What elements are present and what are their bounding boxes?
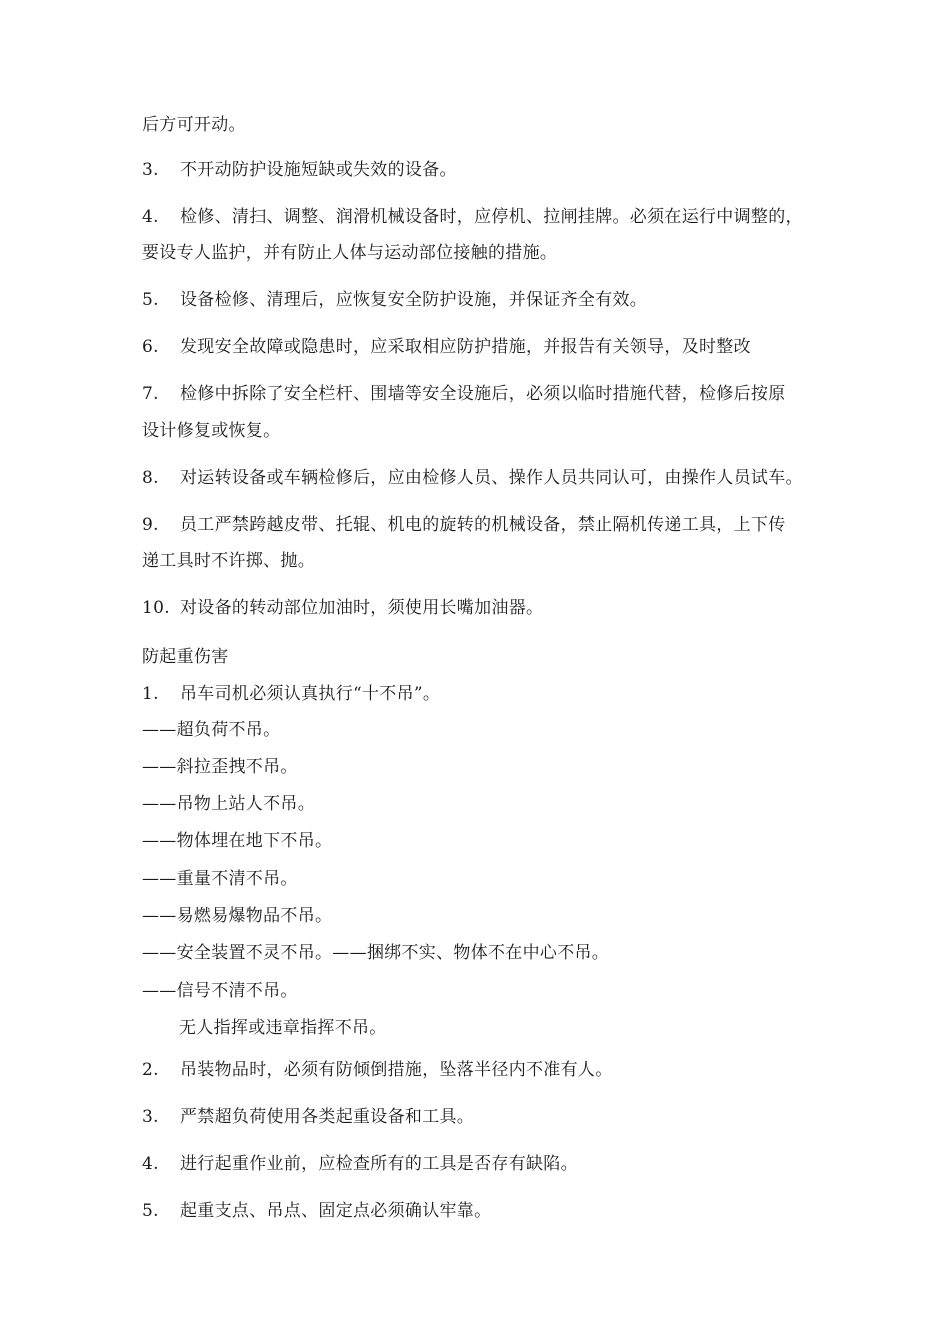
continuation-text: 后方可开动。: [142, 115, 246, 135]
item-number: 10.: [142, 598, 170, 618]
item-text: 设备检修、清理后，应恢复安全防护设施，并保证齐全有效。: [180, 290, 648, 310]
item-text: 吊装物品时，必须有防倾倒措施，坠落半径内不准有人。: [180, 1060, 613, 1080]
item-number: 5.: [142, 290, 159, 310]
item-number: 7.: [142, 384, 159, 404]
rule-line: ——安全装置不灵不吊。——捆绑不实、物体不在中心不吊。: [142, 943, 610, 963]
item-text: 吊车司机必须认真执行“十不吊”。: [180, 684, 441, 704]
rule-line: ——易燃易爆物品不吊。: [142, 906, 333, 926]
rule-line: ——重量不清不吊。: [142, 869, 298, 889]
list-item: [142, 1059, 613, 1081]
list-item: [142, 289, 647, 311]
item-number: 9.: [142, 515, 159, 535]
item-text: 对运转设备或车辆检修后，应由检修人员、操作人员共同认可，由操作人员试车。: [180, 468, 803, 488]
list-item: [142, 1153, 578, 1175]
item-number: 3.: [142, 1107, 159, 1127]
item-number: 8.: [142, 468, 159, 488]
item-text: 检修中拆除了安全栏杆、围墙等安全设施后，必须以临时措施代替，检修后按原: [180, 384, 786, 404]
list-item: [142, 467, 803, 489]
section-title: [142, 646, 229, 668]
item-number: 4.: [142, 207, 159, 227]
rule-line: ——斜拉歪拽不吊。: [142, 757, 298, 777]
list-item: [142, 683, 440, 705]
continuation-line: [142, 114, 246, 136]
item-text: 检修、清扫、调整、润滑机械设备时，应停机、拉闸挂牌。必须在运行中调整的，: [180, 207, 803, 227]
item-text: 对设备的转动部位加油时，须使用长嘴加油器。: [180, 598, 544, 618]
item-text: 严禁超负荷使用各类起重设备和工具。: [180, 1107, 475, 1127]
rule-line: ——超负荷不吊。: [142, 720, 281, 740]
rule-line: ——吊物上站人不吊。: [142, 794, 315, 814]
rule-line: ——信号不清不吊。: [142, 981, 298, 1001]
item-text: 设计修复或恢复。: [142, 421, 281, 441]
item-number: 4.: [142, 1154, 159, 1174]
list-item: [142, 514, 786, 536]
item-text: 起重支点、吊点、固定点必须确认牢靠。: [180, 1201, 492, 1221]
item-text: 不开动防护设施短缺或失效的设备。: [180, 160, 457, 180]
item-text: 递工具时不许掷、抛。: [142, 551, 315, 571]
list-item: [142, 206, 803, 228]
item-number: 6.: [142, 337, 159, 357]
item-number: 3.: [142, 160, 159, 180]
item-text: 进行起重作业前，应检查所有的工具是否存有缺陷。: [180, 1154, 578, 1174]
item-text: 发现安全故障或隐患时，应采取相应防护措施，并报告有关领导，及时整改: [180, 337, 751, 357]
item-number: 2.: [142, 1060, 159, 1080]
rule-line: ——物体埋在地下不吊。: [142, 831, 333, 851]
item-continuation: [142, 420, 280, 442]
list-item: [142, 383, 786, 405]
list-item: [142, 1106, 474, 1128]
item-text: 要设专人监护，并有防止人体与运动部位接触的措施。: [142, 243, 558, 263]
item-number: 5.: [142, 1201, 159, 1221]
item-text: 员工严禁跨越皮带、托辊、机电的旋转的机械设备，禁止隔机传递工具，上下传: [180, 515, 786, 535]
list-item: [142, 597, 543, 619]
rule-line-tail: 无人指挥或违章指挥不吊。: [179, 1018, 387, 1038]
list-item: [142, 336, 751, 358]
section-title-text: 防起重伤害: [142, 647, 229, 667]
item-continuation: [142, 550, 315, 572]
list-item: [142, 159, 457, 181]
item-number: 1.: [142, 684, 159, 704]
list-item: [142, 1200, 491, 1222]
item-continuation: [142, 242, 557, 264]
